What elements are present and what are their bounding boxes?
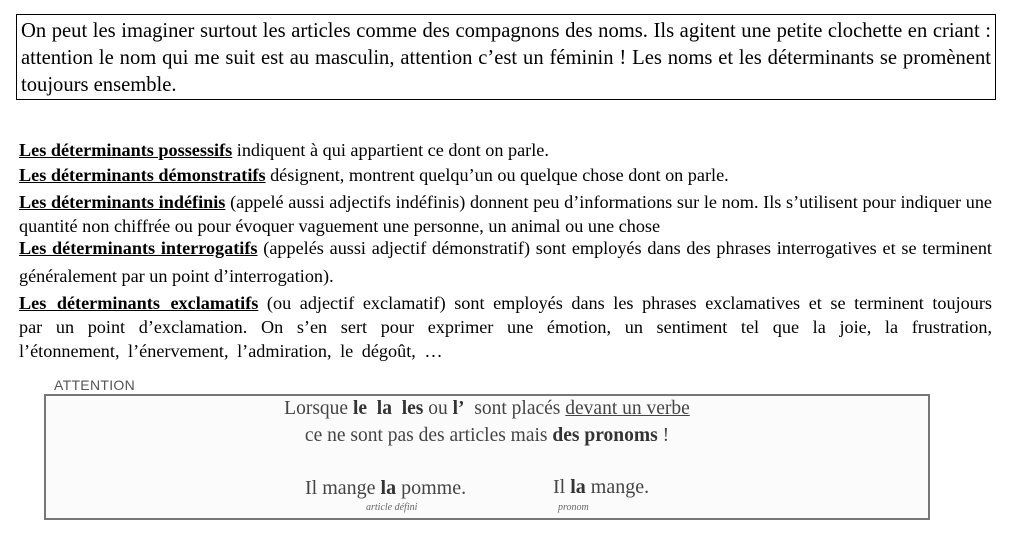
definition-possessifs	[19, 138, 992, 163]
intro-box	[16, 14, 996, 100]
attention-text: sont placés	[464, 398, 566, 419]
caption-pronoun: pronom	[558, 502, 589, 513]
definition-term: Les déterminants démonstratifs	[19, 165, 266, 185]
attention-label: ATTENTION	[54, 377, 135, 393]
definitions-list	[19, 138, 992, 363]
attention-pronouns: le la les	[352, 398, 424, 419]
definition-text: (ou adjectif exclamatif) sont employés dans les phrases exclamatives et se terminent toujours par un point d’exclamation. On s’en sert pour exprimer une émotion, un sentiment tel que la joie, la frustration, l’étonnement, l’énervement, l’admiration, le dégoût, …	[19, 293, 992, 361]
definition-text: (appelés aussi adjectif démonstratif) sont employés dans des phrases interrogatives et se terminent généralement par un point d’interrogation).	[19, 238, 992, 286]
attention-underlined: devant un verbe	[565, 398, 690, 419]
attention-box	[44, 394, 930, 520]
example-bold: la	[380, 477, 397, 499]
example-pronoun	[553, 476, 649, 499]
example-bold: la	[570, 476, 586, 498]
definition-text: désignent, montrent quelqu’un ou quelque chose dont on parle.	[265, 165, 729, 185]
definition-term: Les déterminants interrogatifs	[19, 238, 258, 258]
definition-exclamatifs	[19, 291, 992, 363]
definition-demonstratifs	[19, 163, 992, 188]
definition-term: Les déterminants indéfinis	[19, 192, 226, 212]
definition-indefinis	[19, 190, 992, 238]
definition-term: Les déterminants possessifs	[19, 140, 233, 160]
definition-interrogatifs	[19, 234, 992, 290]
attention-text: ce ne sont pas des articles mais	[304, 425, 553, 446]
example-article	[305, 477, 466, 500]
definition-term: Les déterminants exclamatifs	[19, 293, 259, 313]
attention-text: Lorsque	[284, 398, 353, 419]
attention-text: !	[657, 425, 670, 446]
intro-text: On peut les imaginer surtout les articles comme des compagnons des noms. Ils agitent une petite clochette en criant : attention le nom qui me suit est au masculin, attention c’est un féminin ! Les noms et les déterminants se promènent toujours ensemble.	[21, 20, 991, 96]
example-text: pomme.	[396, 477, 467, 499]
example-text: Il mange	[305, 477, 381, 499]
attention-bold: des pronoms	[552, 425, 658, 446]
example-text: Il	[553, 476, 571, 498]
definition-text: indiquent à qui appartient ce dont on parle.	[232, 140, 549, 160]
caption-article: article défini	[366, 502, 418, 513]
definition-text: (appelé aussi adjectifs indéfinis) donnent peu d’informations sur le nom. Ils s’utilisent pour indiquer une quantité non chiffrée ou pour évoquer vaguement une personne, un animal ou une chose	[19, 192, 992, 236]
attention-line-1	[46, 398, 928, 420]
attention-line-2	[46, 425, 928, 447]
example-text: mange.	[585, 476, 650, 498]
attention-l: l’	[452, 398, 465, 419]
attention-text: ou	[423, 398, 453, 419]
